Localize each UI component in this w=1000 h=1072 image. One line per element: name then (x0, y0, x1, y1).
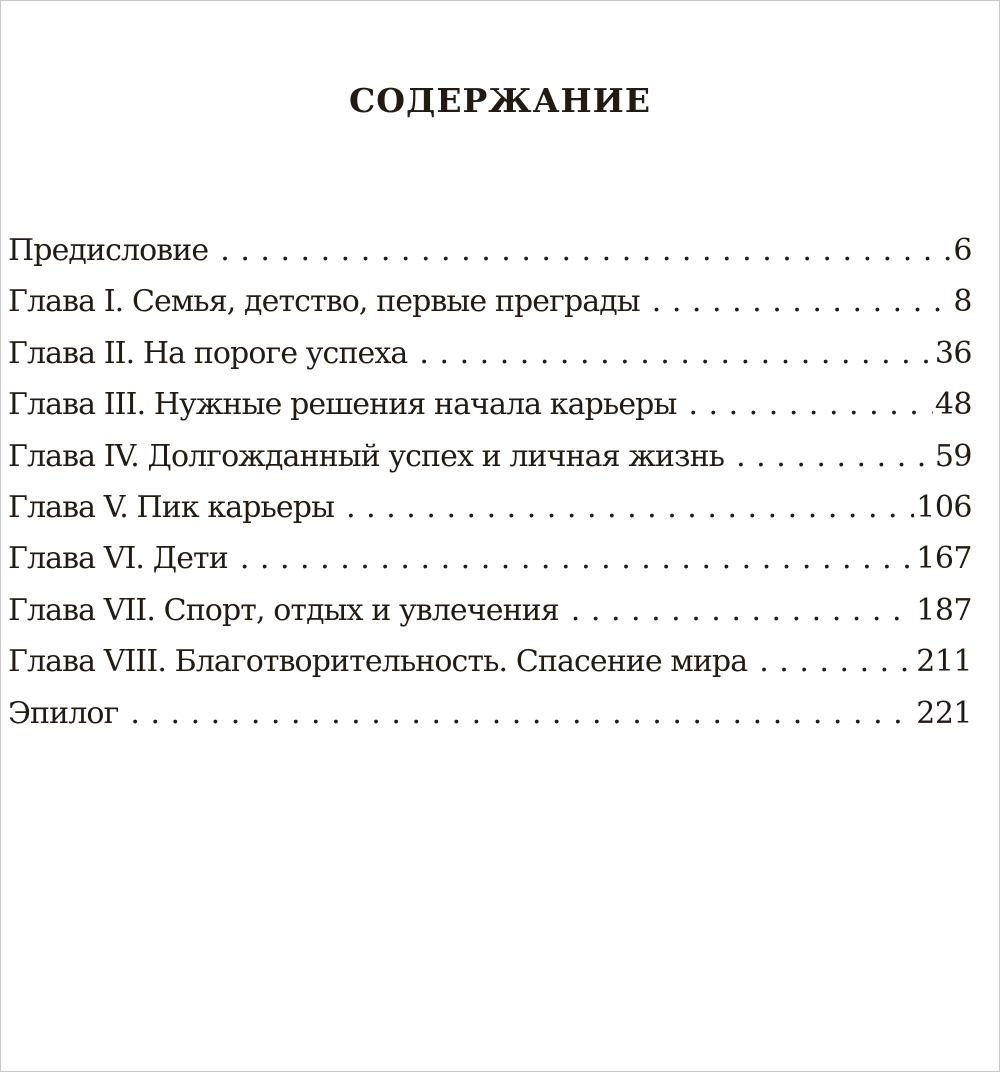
toc-dot-leader (688, 379, 932, 430)
toc-entry-chapter-2 (8, 328, 972, 379)
toc-dot-leader (220, 225, 951, 276)
toc-entry-label: Эпилог (8, 695, 119, 731)
toc-entry-page-number: 8 (953, 284, 972, 320)
toc-entry-page-number: 106 (916, 489, 972, 525)
toc-entry-page-number: 6 (953, 233, 972, 268)
toc-entry-chapter-6 (8, 533, 972, 584)
toc-entry-label: Глава V. Пик карьеры (8, 489, 335, 525)
toc-entry-chapter-5 (8, 482, 972, 533)
toc-dot-leader (736, 431, 933, 482)
toc-entry-chapter-7 (8, 585, 972, 636)
toc-dot-leader (759, 636, 914, 687)
toc-entry-chapter-3 (8, 379, 972, 430)
toc-dot-leader (130, 688, 914, 739)
toc-entry-label: Глава I. Семья, детство, первые преграды (8, 284, 640, 320)
toc-entry-chapter-4 (8, 431, 972, 482)
toc-entry-preface (8, 225, 972, 276)
toc-dot-leader (652, 276, 952, 327)
toc-entry-epilogue (8, 688, 972, 739)
toc-entry-chapter-1 (8, 276, 972, 327)
table-of-contents (8, 225, 972, 739)
toc-entry-page-number: 167 (916, 541, 972, 577)
toc-entry-page-number: 211 (916, 644, 972, 680)
toc-entry-page-number: 187 (916, 592, 972, 628)
toc-entry-label: Глава IV. Долгожданный успех и личная жизнь (8, 438, 725, 474)
toc-entry-label: Глава II. На пороге успеха (8, 335, 408, 371)
page-title: СОДЕРЖАНИЕ (348, 81, 651, 120)
toc-entry-page-number: 59 (934, 438, 972, 474)
toc-entry-page-number: 48 (934, 387, 972, 423)
toc-dot-leader (419, 328, 932, 379)
toc-entry-chapter-8 (8, 636, 972, 687)
toc-entry-label: Глава VI. Дети (8, 541, 228, 577)
toc-entry-page-number: 221 (916, 695, 972, 731)
toc-entry-label: Предисловие (8, 233, 209, 268)
toc-dot-leader (346, 482, 914, 533)
toc-dot-leader (240, 533, 914, 584)
toc-dot-leader (571, 585, 914, 636)
toc-entry-page-number: 36 (934, 335, 972, 371)
toc-entry-label: Глава VII. Спорт, отдых и увлечения (8, 592, 559, 628)
toc-entry-label: Глава III. Нужные решения начала карьеры (8, 387, 677, 423)
toc-entry-label: Глава VIII. Благотворительность. Спасение мира (8, 644, 748, 680)
